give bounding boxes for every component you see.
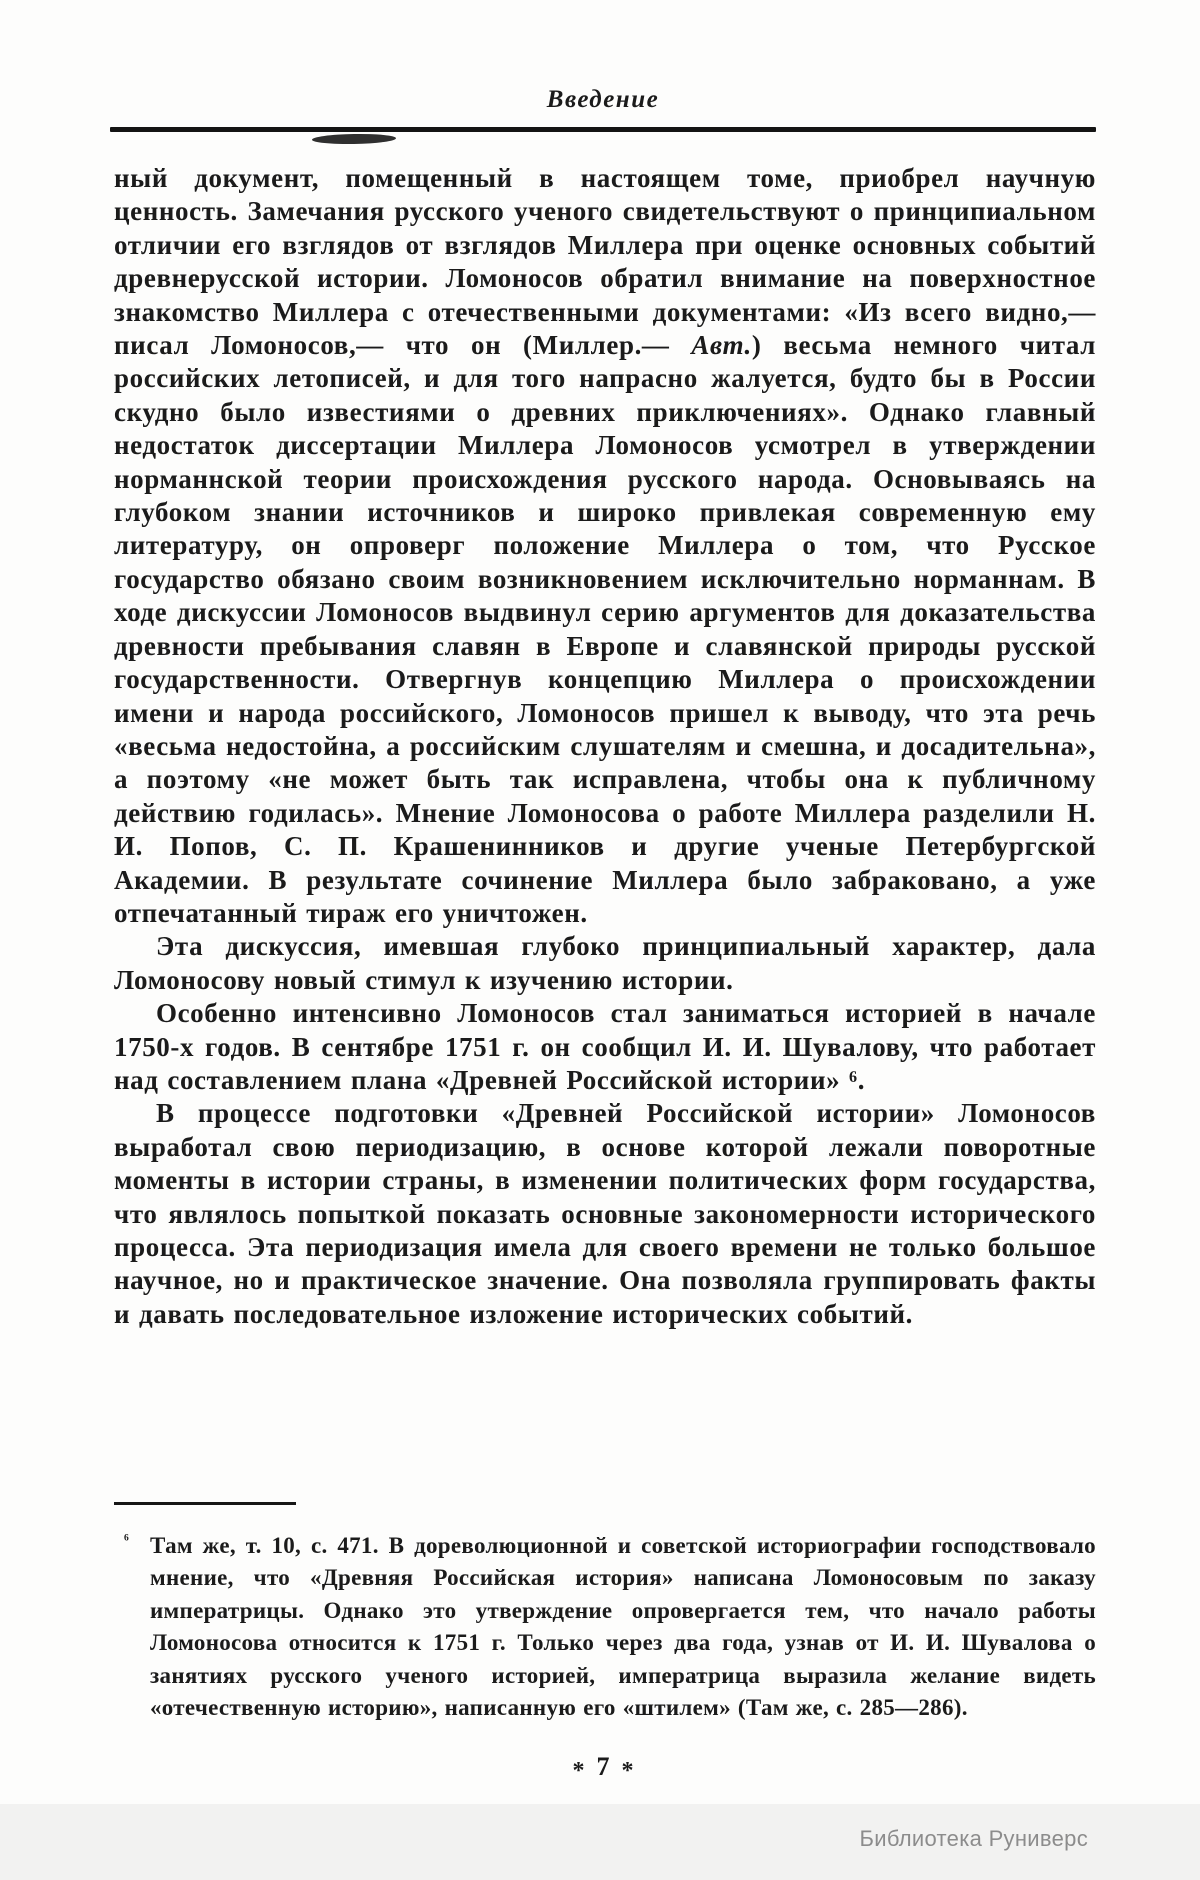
footnote-marker: ⁶ [124,1532,130,1549]
footnote-text: Там же, т. 10, с. 471. В дореволюционной и советской историографии господствовало мнение, что «Древняя Российская история» написана Ломоносовым по заказу императрицы. Однако это утверждение опровергается тем, что начало работы Ломоносова относится к 1751 г. Только через два года, узнав от И. И. Шувалова о занятиях русского ученого историей, императрица выразила желание видеть «отечественную историю», написанную его «штилем» (Там же, с. 285—286). [150,1533,1096,1721]
footnote-separator [114,1502,296,1505]
paragraph-3: Особенно интенсивно Ломоносов стал заниматься историей в начале 1750-х годов. В сентябре 1751 г. он сообщил И. И. Шувалову, что работает над составлением плана «Древней Российской истории» ⁶. [114,998,1096,1095]
footnote [124,1530,1096,1724]
paragraph-text: ный документ, помещенный в настоящем томе, приобрел научную ценность. Замечания русского ученого свидетельствуют о принципиальном отличии его взглядов от взглядов Миллера при оценке основных событий древнерусской истории. Ломоносов обратил внимание на поверхностное знакомство Миллера с отечественными документами: «Из всего видно,— писал Ломоносов,— что он (Миллер.— [114,163,1096,361]
author-abbrev-italic: Авт. [691,330,752,361]
watermark-band [0,1804,1200,1880]
header-rule [110,127,1096,132]
watermark-text: Библиотека Руниверс [859,1826,1088,1851]
running-head-title: Введение [546,86,660,113]
page-number [110,1752,1096,1782]
page-number-star-right: * [621,1758,634,1784]
paragraph-continuation [114,162,1096,930]
paragraph-text: ) весьма немного читал российских летописей, и для того напрасно жалуется, будто бы в России скудно было известиями о древних приключениях». Однако главный недостаток диссертации Миллера Ломоносов усмотрел в утверждении норманнской теории происхождения русского народа. Основываясь на глубоком знании источников и широко привлекая современную ему литературу, он опроверг положение Миллера о том, что Русское государство обязано своим возникновением исключительно норманнам. В ходе дискуссии Ломоносов выдвинул серию аргументов для доказательства древности пребывания славян в Европе и славянской природы русской государственности. Отвергнув концепцию Миллера о происхождении имени и народа российского, Ломоносов пришел к выводу, что эта речь «весьма недостойна, а российским слушателям и смешна, и досадительна», а поэтому «не может быть так исправлена, чтобы она к публичному действию годилась». Мнение Ломоносова о работе Миллера разделили Н. И. Попов, С. П. Крашенинников и другие ученые Петербургской Академии. В результате сочинение Миллера было забраковано, а уже отпечатанный тираж его уничтожен. [114,330,1096,928]
page-number-star-left: * [572,1758,585,1784]
page-body [114,162,1096,1331]
paragraph-4: В процессе подготовки «Древней Российской истории» Ломоносов выработал свою периодизацию, в основе которой лежали поворотные моменты в истории страны, в изменении политических форм государства, что являлось попыткой показать основные закономерности исторического процесса. Эта периодизация имела для своего времени не только большое научное, но и практическое значение. Она позволяла группировать факты и давать последовательное изложение исторических событий. [114,1098,1096,1329]
paragraph-2: Эта дискуссия, имевшая глубоко принципиальный характер, дала Ломоносову новый стимул к изучению истории. [114,931,1096,995]
ink-smudge [312,133,396,144]
page-number-value: 7 [596,1752,610,1781]
